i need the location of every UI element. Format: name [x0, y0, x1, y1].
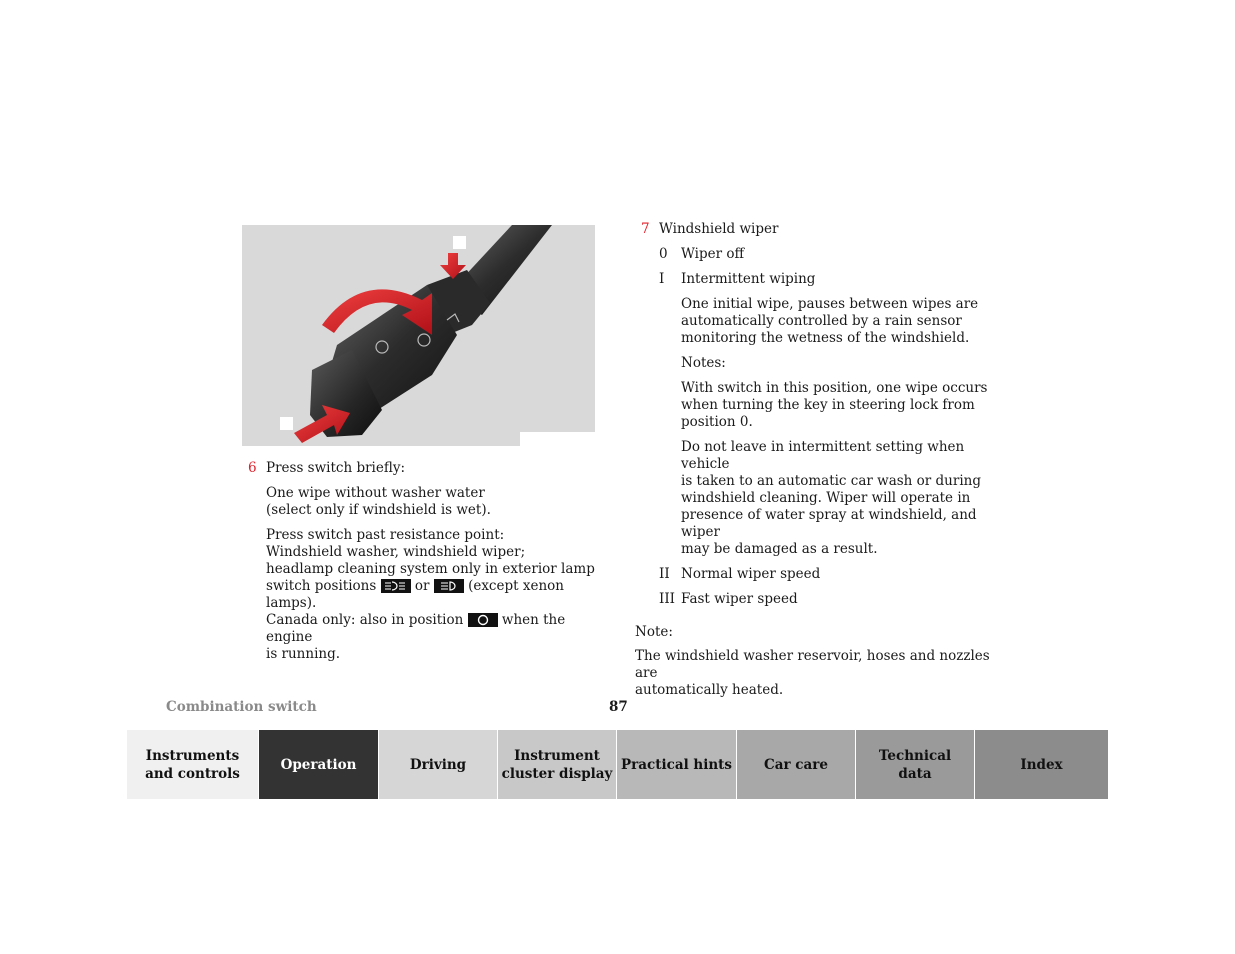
high-beam-icon	[434, 579, 464, 593]
notes-label: Notes:	[681, 355, 726, 371]
text-fragment: or	[414, 578, 430, 594]
paragraph-single-wipe	[266, 485, 608, 519]
tab-car-care[interactable]	[737, 730, 856, 799]
tab-label: data	[898, 765, 932, 782]
position-text: Fast wiper speed	[681, 591, 798, 607]
text-line: headlamp cleaning system only in exterior lamp	[266, 561, 595, 577]
text-line: is taken to an automatic car wash or during	[681, 473, 981, 489]
text-line: (select only if windshield is wet).	[266, 502, 491, 518]
section-title: Combination switch	[166, 699, 317, 715]
tab-label: Technical	[878, 747, 952, 764]
callout-6	[280, 417, 293, 430]
position-label: III	[659, 591, 675, 607]
position-zero-icon	[468, 613, 498, 627]
page-number: 87	[609, 699, 628, 715]
text-fragment: (except xenon	[468, 578, 564, 594]
position-II	[659, 566, 1005, 583]
figure-notch	[520, 432, 600, 452]
position-label: II	[659, 566, 670, 582]
tab-label: Driving	[409, 756, 467, 773]
tab-instruments-and-controls[interactable]	[127, 730, 259, 799]
text-line	[266, 612, 608, 646]
text-line: The windshield washer reservoir, hoses and nozzles are	[635, 648, 990, 681]
position-III	[659, 591, 1005, 608]
tab-index[interactable]	[975, 730, 1108, 799]
tab-instrument-cluster-display[interactable]	[498, 730, 617, 799]
item-title: Press switch briefly:	[266, 460, 406, 476]
heated-note	[635, 624, 1005, 699]
text-line: automatically controlled by a rain sensor	[681, 313, 962, 329]
position-label: I	[659, 271, 665, 287]
low-beam-icon	[381, 579, 411, 593]
text-line: presence of water spray at windshield, and wiper	[681, 507, 977, 540]
tab-label: Instruments	[145, 747, 240, 764]
switch-stalk-drawing	[242, 225, 595, 446]
text-line: Do not leave in intermittent setting when vehicle	[681, 439, 965, 472]
note-car-wash	[681, 439, 1005, 558]
tab-label: Car care	[764, 756, 828, 773]
tab-label: Index	[1020, 756, 1063, 773]
tab-technical-data[interactable]	[856, 730, 975, 799]
text-line: automatically heated.	[635, 682, 784, 698]
text-line: Windshield washer, windshield wiper;	[266, 544, 526, 560]
text-line: windshield cleaning. Wiper will operate in	[681, 490, 971, 506]
callout-7	[453, 236, 466, 249]
item-title: Windshield wiper	[659, 221, 779, 237]
tab-operation[interactable]	[259, 730, 379, 799]
item-number: 6	[248, 460, 257, 476]
position-label: 0	[659, 246, 668, 262]
position-I	[659, 271, 1005, 288]
position-text: Normal wiper speed	[681, 566, 821, 582]
item-7-heading	[641, 221, 1005, 238]
tab-label: cluster display	[501, 765, 613, 782]
tab-label: Instrument	[514, 747, 600, 764]
position-text: Intermittent wiping	[681, 271, 816, 287]
text-line: may be damaged as a result.	[681, 541, 878, 557]
tab-label: Practical hints	[621, 756, 732, 773]
paragraph-washer	[266, 527, 608, 663]
right-column	[635, 221, 1005, 699]
position-0	[659, 246, 1005, 263]
item-number: 7	[641, 221, 650, 237]
text-line: lamps).	[266, 595, 317, 611]
text-line: when turning the key in steering lock from	[681, 397, 975, 413]
tab-label: and controls	[145, 765, 240, 782]
text-line: position 0.	[681, 414, 753, 430]
position-text: Wiper off	[681, 246, 745, 262]
left-column	[248, 460, 608, 663]
text-line: With switch in this position, one wipe occurs	[681, 380, 988, 396]
text-fragment: when the engine	[266, 612, 566, 645]
note-label: Note:	[635, 624, 673, 640]
item-6-heading	[248, 460, 608, 477]
intermittent-description	[681, 296, 1005, 347]
combination-switch-illustration	[242, 225, 595, 446]
text-fragment: switch positions	[266, 578, 377, 594]
note-steering-lock	[681, 380, 1005, 431]
tab-driving[interactable]	[379, 730, 498, 799]
chapter-tabs	[127, 730, 1108, 799]
text-line: is running.	[266, 646, 341, 662]
text-fragment: Canada only: also in position	[266, 612, 464, 628]
text-line: Press switch past resistance point:	[266, 527, 505, 543]
text-line: monitoring the wetness of the windshield.	[681, 330, 970, 346]
tab-practical-hints[interactable]	[617, 730, 737, 799]
tab-label: Operation	[280, 756, 357, 773]
text-line: One initial wipe, pauses between wipes are	[681, 296, 979, 312]
text-line: One wipe without washer water	[266, 485, 485, 501]
text-line	[266, 578, 608, 595]
